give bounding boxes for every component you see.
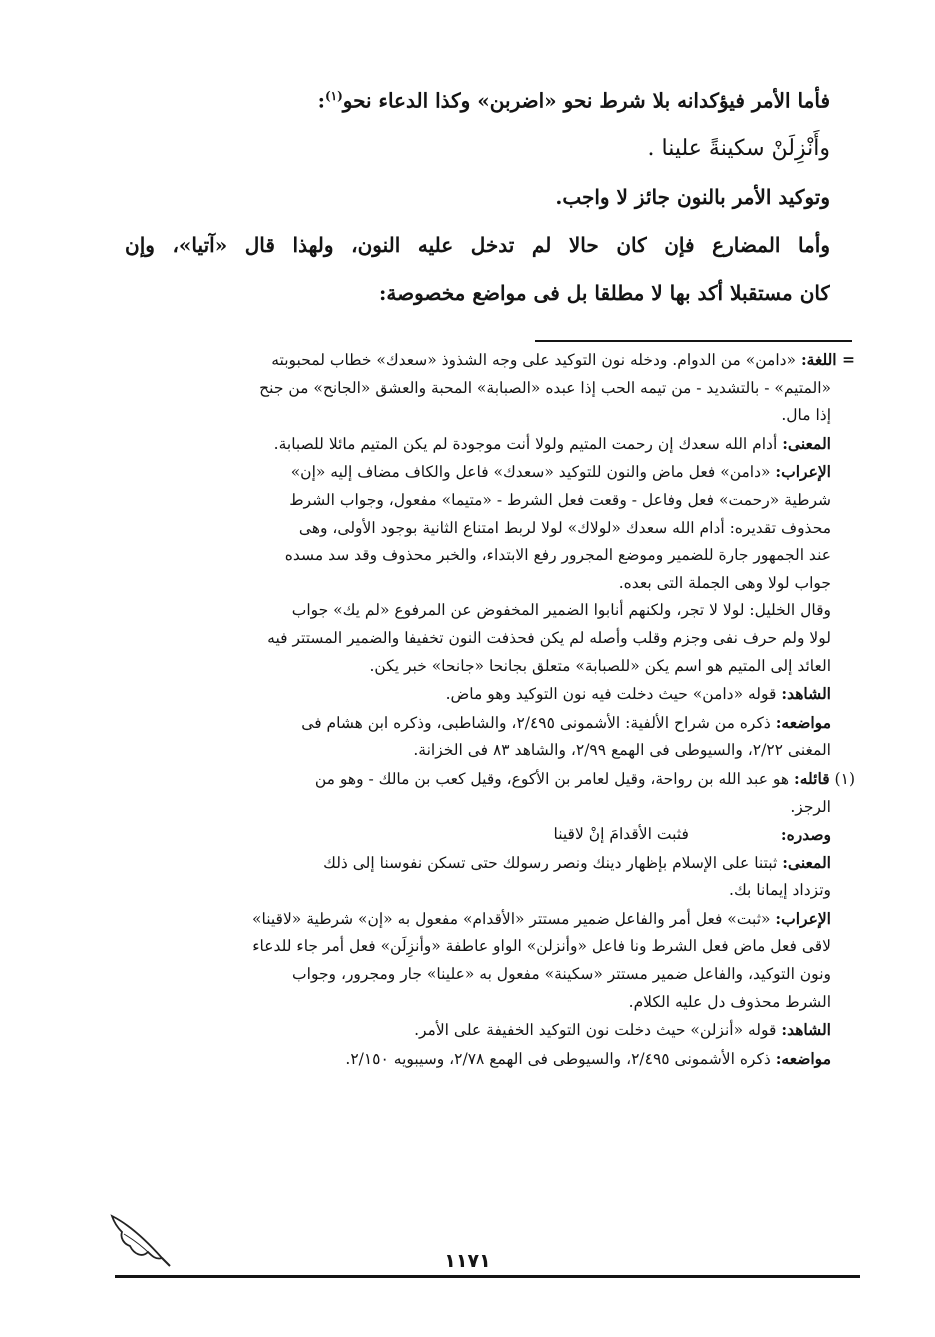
note-line: لولا ولم حرف نفى وجزم وقلب وأصله لم يكن فحذفت النون تخفيفا والضمير المستتر فيه bbox=[267, 628, 831, 647]
note-text: قوله «أنزلن» حيث دخلت نون التوكيد الخفيفة على الأمر. bbox=[414, 1021, 782, 1040]
main-line-end: : bbox=[317, 88, 325, 113]
note-label: المعنى: bbox=[782, 433, 831, 453]
note-text: ثبتنا على الإسلام بإظهار دينك ونصر رسولك حتى تسكن نفوسنا إلى ذلك bbox=[323, 853, 783, 872]
note-label: الشاهد: bbox=[781, 1020, 831, 1040]
note-line: لاقى فعل ماض فعل الشرط ونا فاعل «وأنزلن» الواو عاطفة «وأنزِلَن» فعل أمر جاء للدعاء bbox=[252, 937, 831, 956]
note-text: هو عبد الله بن رواحة، وقيل لعامر بن الأكوع، وقيل كعب بن مالك - وهو من bbox=[314, 769, 794, 788]
note-text: قوله «دامن» حيث دخلت فيه نون التوكيد وهو ماض. bbox=[445, 685, 782, 704]
note-line bbox=[105, 821, 855, 849]
footnote-number: (١) bbox=[834, 769, 855, 788]
note-label: الإعراب: bbox=[775, 908, 831, 928]
page-number: ١١٧١ bbox=[444, 1250, 491, 1272]
note-line bbox=[105, 1016, 855, 1045]
note-line bbox=[105, 765, 855, 794]
note-text: ذكره من شراح الألفية: الأشمونى ٢/٤٩٥، والشاطبى، وذكره ابن هشام فى bbox=[301, 713, 776, 732]
note-line: الرجز. bbox=[790, 797, 831, 816]
note-label: المعنى: bbox=[782, 852, 831, 872]
note-label: مواضعه: bbox=[775, 712, 831, 732]
note-line bbox=[105, 346, 855, 375]
note-label: = اللغة: bbox=[800, 350, 855, 369]
note-line: العائد إلى المتيم هو اسم يكن «للصبابة» متعلق بجانحا «جانحا» خبر يكن. bbox=[369, 656, 831, 675]
note-line: وقال الخليل: لولا لا تجر، ولكنهم أنابوا الضمير المخفوض عن المرفوع «لم يك» جواب bbox=[291, 601, 831, 620]
note-label: قائله: bbox=[794, 768, 830, 788]
note-label: مواضعه: bbox=[775, 1048, 831, 1068]
note-line: ونون التوكيد، والفاعل ضمير مستتر «سكينة» مفعول به «علينا» جار ومجرور، وجواب bbox=[292, 965, 831, 984]
note-label: الشاهد: bbox=[781, 684, 831, 704]
note-verse: فثبت الأقدامَ إنْ لاقينا bbox=[553, 825, 689, 844]
note-line bbox=[105, 849, 855, 878]
main-line bbox=[125, 72, 830, 125]
note-line: «المتيم» - بالتشديد - من تيمه الحب إذا عبده «الصبابة» المحبة والعشق «الجانح» من جنح bbox=[259, 378, 831, 397]
note-line bbox=[105, 430, 855, 459]
quoted-verse: وأَنْزِلَنْ سكينةً علينا . bbox=[647, 135, 830, 161]
note-line: الشرط محذوف دل عليه الكلام. bbox=[628, 992, 831, 1011]
main-line: كان مستقبلا أكد بها لا مطلقا بل فى مواضع مخصوصة: bbox=[378, 280, 830, 305]
main-line-text: فأما الأمر فيؤكدانه بلا شرط نحو «اضربن» وكذا الدعاء نحو bbox=[342, 88, 830, 113]
footnotes bbox=[105, 346, 855, 1073]
note-line: شرطية «رحمت» فعل وفاعل - وقعت فعل الشرط - «متيما» مفعول، وجواب الشرط bbox=[289, 490, 831, 509]
note-line bbox=[105, 680, 855, 709]
bottom-rule bbox=[115, 1275, 860, 1278]
main-line: وأما المضارع فإن كان حالا لم تدخل عليه النون، ولهذا قال «آتيا»، وإن bbox=[125, 232, 830, 257]
note-line: المغنى ٢/٢٢، والسيوطى فى الهمع ٢/٩٩، والشاهد ٨٣ فى الخزانة. bbox=[413, 741, 831, 760]
note-line bbox=[105, 709, 855, 738]
note-label: وصدره: bbox=[780, 825, 831, 845]
note-line: عند الجمهور جارة للضمير وموضع المجرور رفع الابتداء، والخبر محذوف وقد سد مسده bbox=[284, 546, 831, 565]
main-text bbox=[125, 72, 830, 317]
main-line: وتوكيد الأمر بالنون جائز لا واجب. bbox=[555, 184, 830, 209]
note-text: «ثبت» فعل أمر والفاعل ضمير مستتر «الأقدام» مفعول به «إن» شرطية «لاقينا» bbox=[251, 909, 776, 928]
note-text: أدام الله سعدك إن رحمت المتيم ولولا أنت موجودة لم يكن المتيم مائلا للصبابة. bbox=[273, 434, 783, 453]
note-line: وتزداد إيمانا بك. bbox=[729, 881, 831, 900]
note-line bbox=[105, 905, 855, 934]
footnote-separator bbox=[535, 340, 852, 342]
note-label: الإعراب: bbox=[775, 462, 831, 482]
note-line: إذا مال. bbox=[781, 406, 831, 425]
note-line: جواب لولا وهى الجملة التى بعده. bbox=[618, 573, 831, 592]
note-text: «دامن» من الدوام. ودخله نون التوكيد على وجه الشذوذ «سعدك» خطاب لمحبوبته bbox=[271, 351, 801, 369]
note-line: محذوف تقديره: أدام الله سعدك «لولاك» لولا لربط امتناع الثانية بوجود الأولى، وهى bbox=[298, 518, 831, 537]
note-text: ذكره الأشمونى ٢/٤٩٥، والسيوطى فى الهمع ٢/٧٨، وسيبويه ٢/١٥٠. bbox=[345, 1049, 776, 1068]
note-line bbox=[105, 458, 855, 487]
note-line bbox=[105, 1045, 855, 1074]
note-text: «دامن» فعل ماض والنون للتوكيد «سعدك» فاعل والكاف مضاف إليه «إن» bbox=[290, 463, 776, 482]
footnote-marker: (١) bbox=[324, 89, 343, 103]
